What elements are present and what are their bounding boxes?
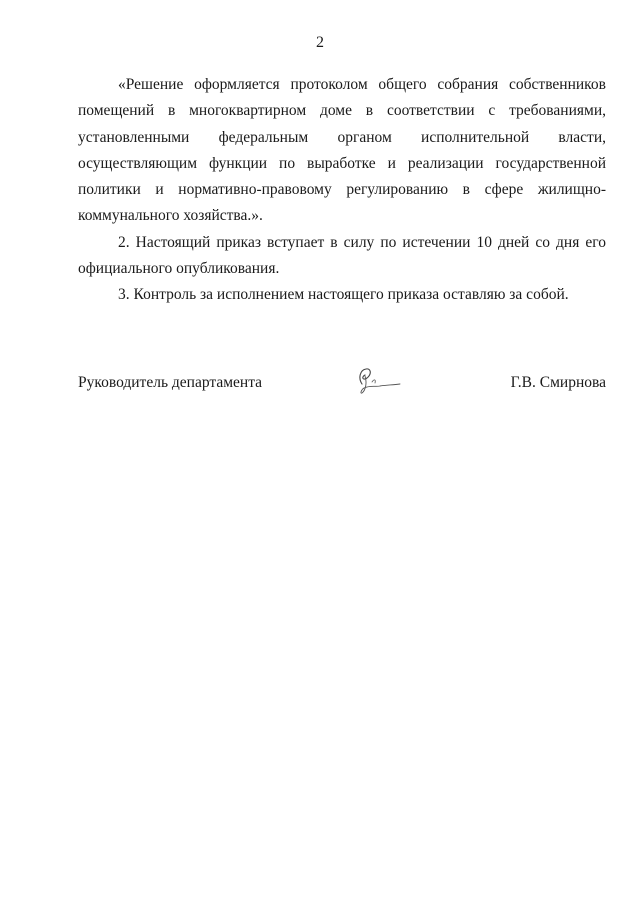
paragraph-item-2: 2. Настоящий приказ вступает в силу по истечении 10 дней со дня его официального опубликования. [78, 233, 606, 278]
signature-block [78, 372, 606, 406]
handwritten-signature-icon [350, 364, 402, 398]
document-body [78, 72, 606, 309]
page-number: 2 [316, 34, 324, 51]
signatory-name: Г.В. Смирнова [510, 374, 606, 391]
signatory-role: Руководитель департамента [78, 374, 263, 391]
paragraph-item-3: 3. Контроль за исполнением настоящего приказа оставляю за собой. [118, 286, 569, 304]
paragraph-decision-text: «Решение оформляется протоколом общего собрания собственников помещений в многоквартирном доме в соответствии с требованиями, установленными федеральным органом исполнительной власти, осуществляющим функции по выработке и реализации государственной политики и нормативно-правовому регулированию в сфере жилищно-коммунального хозяйства.». [78, 76, 606, 225]
